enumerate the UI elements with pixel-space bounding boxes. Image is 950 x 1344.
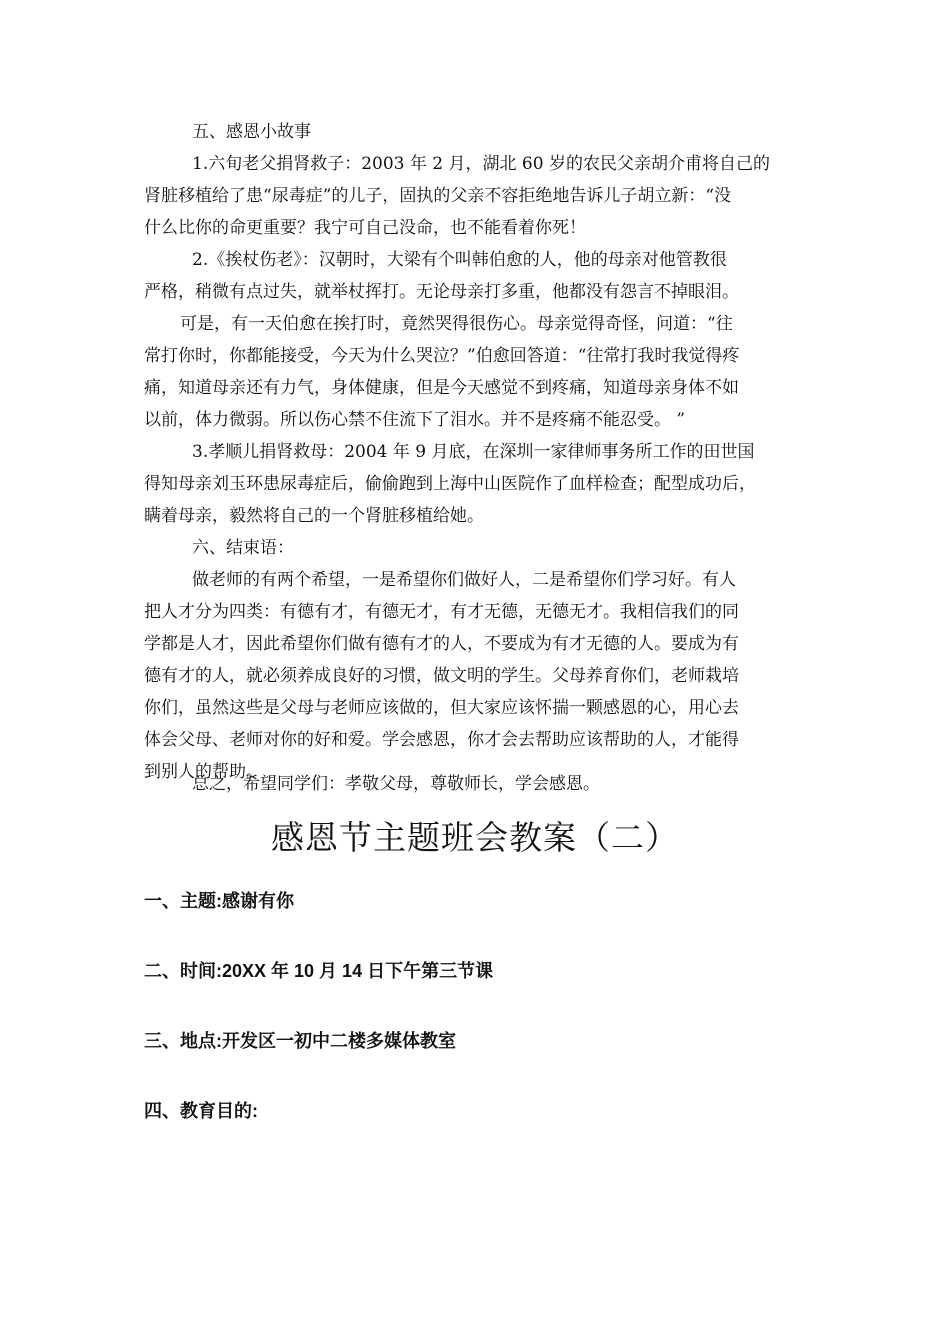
lesson-item-purpose: 四、教育目的: [144,1101,258,1121]
lesson-item-location: 三、地点:开发区一初中二楼多媒体教室 [144,1031,456,1051]
story-2-continued-line: 以前，体力微弱。所以伤心禁不住流下了泪水。并不是疼痛不能忍受。 ” [144,410,686,430]
closing-paragraph-line: 德有才的人，就必须养成良好的习惯，做文明的学生。父母养育你们，老师栽培 [144,666,739,686]
story-1-line: 肾脏移植给了患“尿毒症”的儿子，固执的父亲不容拒绝地告诉儿子胡立新：“没 [144,186,732,206]
story-3-line: 得知母亲刘玉环患尿毒症后，偷偷跑到上海中山医院作了血样检查；配型成功后， [144,474,756,494]
story-1-line: 1.六旬老父捐肾救子：2003 年 2 月，湖北 60 岁的农民父亲胡介甫将自己的 [192,154,770,174]
story-1-line: 什么比你的命更重要？我宁可自己没命，也不能看着你死！ [144,218,586,238]
story-2-continued-line: 常打你时，你都能接受，今天为什么哭泣？”伯愈回答道：“往常打我时我觉得疼 [144,346,740,366]
story-2-continued-line: 痛，知道母亲还有力气，身体健康，但是今天感觉不到疼痛，知道母亲身体不如 [144,378,739,398]
closing-paragraph-line: 把人才分为四类：有德有才，有德无才，有才无德，无德无才。我相信我们的同 [144,602,739,622]
story-2-continued-line: 可是，有一天伯愈在挨打时，竟然哭得很伤心。母亲觉得奇怪，问道：“往 [180,314,733,334]
lesson-item-theme: 一、主题:感谢有你 [144,891,294,911]
closing-paragraph-line: 你们，虽然这些是父母与老师应该做的，但大家应该怀揣一颗感恩的心，用心去 [144,698,739,718]
story-3-line: 3.孝顺儿捐肾救母：2004 年 9 月底，在深圳一家律师事务所工作的田世国 [192,442,755,462]
lesson-item-time: 二、时间:20XX 年 10 月 14 日下午第三节课 [144,961,494,981]
closing-paragraph-line: 做老师的有两个希望，一是希望你们做好人，二是希望你们学习好。有人 [192,570,736,590]
lesson-plan-title: 感恩节主题班会教案（二） [271,818,679,857]
section-heading-stories: 五、感恩小故事 [192,122,311,142]
closing-paragraph-line: 到别人的帮助。 [144,762,263,782]
section-heading-closing: 六、结束语： [192,538,294,558]
closing-paragraph-line: 学都是人才，因此希望你们做有德有才的人，不要成为有才无德的人。要成为有 [144,634,739,654]
story-3-line: 瞒着母亲，毅然将自己的一个肾脏移植给她。 [144,506,484,526]
closing-summary: 总之，希望同学们：孝敬父母，尊敬师长，学会感恩。 [192,774,600,794]
closing-paragraph-line: 体会父母、老师对你的好和爱。学会感恩，你才会去帮助应该帮助的人，才能得 [144,730,739,750]
story-2-line: 严格，稍微有点过失，就举杖挥打。无论母亲打多重，他都没有怨言不掉眼泪。 [144,282,739,302]
story-2-line: 2.《挨杖伤老》：汉朝时，大梁有个叫韩伯愈的人，他的母亲对他管教很 [192,250,727,270]
